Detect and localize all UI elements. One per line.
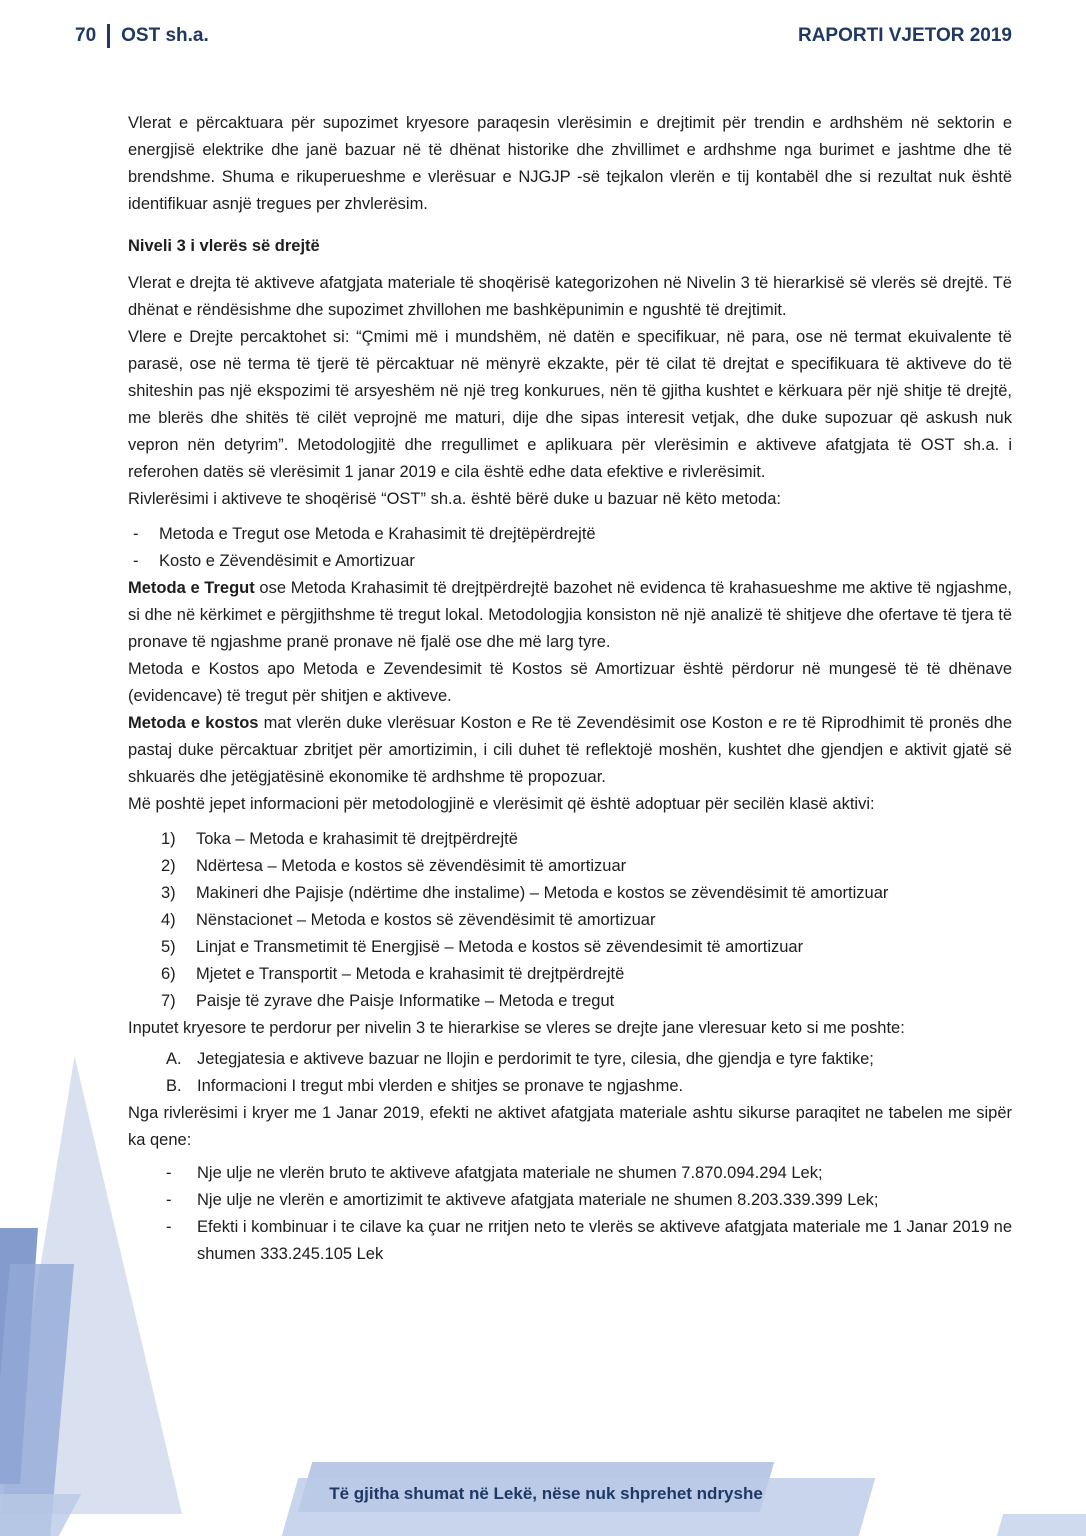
footer-note: Të gjitha shumat në Lekë, nëse nuk shprehet ndryshe (329, 1484, 763, 1503)
inputs-list (128, 1046, 1012, 1100)
page-header (75, 24, 1012, 48)
list-item (128, 826, 1012, 853)
list-item (128, 934, 1012, 961)
list-item-text: Paisje të zyrave dhe Paisje Informatike – Metoda e tregut (196, 992, 615, 1010)
list-item-text: Kosto e Zëvendësimit e Amortizuar (159, 552, 415, 570)
list-item-text: Nje ulje ne vlerën bruto te aktiveve afatgjata materiale ne shumen 7.870.094.294 Lek; (197, 1164, 823, 1182)
list-item (128, 907, 1012, 934)
list-marker: - (133, 552, 139, 570)
paragraph-market-method (128, 575, 1012, 656)
report-title: RAPORTI VJETOR 2019 (797, 25, 1012, 46)
list-item-text: Linjat e Transmetimit të Energjisë – Metoda e kostos së zëvendesimit të amortizuar (196, 938, 804, 956)
paragraph-effects-intro: Nga rivlerësimi i kryer me 1 Janar 2019, efekti ne aktivet afatgjata materiale ashtu sikurse paraqitet ne tabelen me sipër ka qene: (128, 1104, 1012, 1149)
list-marker: - (166, 1191, 172, 1209)
section-heading: Niveli 3 i vlerës së drejtë (128, 237, 320, 255)
page-body (128, 110, 1012, 1268)
header-left (75, 24, 209, 48)
list-item (128, 1187, 1012, 1214)
list-item (128, 1073, 1012, 1100)
list-marker: 5) (161, 938, 176, 956)
list-marker: 3) (161, 884, 176, 902)
list-marker: - (166, 1164, 172, 1182)
paragraph-key-assumptions: Vlerat e përcaktuara për supozimet kryesore paraqesin vlerësimin e drejtimit për trendin e ardhshëm në sektorin e energjisë elektrike dhe janë bazuar në të dhënat historike dhe zhvillimet e ardhshme nga burimet e jashtme dhe të brendshme. Shuma e rikuperueshme e vlerësuar e NJGJP -së tejkalon vlerën e tij kontabël dhe si rezultat nuk është identifikuar asnjë tregues per zhvlerësim. (128, 114, 1012, 213)
list-item (128, 1160, 1012, 1187)
effects-list (128, 1160, 1012, 1268)
list-item-text: Informacioni I tregut mbi vlerden e shitjes se pronave te ngjashme. (197, 1077, 684, 1095)
list-item-text: Makineri dhe Pajisje (ndërtime dhe instalime) – Metoda e kostos se zëvendësimit të amortizuar (196, 884, 889, 902)
paragraph-fair-value-definition: Vlere e Drejte percaktohet si: “Çmimi më i mundshëm, në datën e specifikuar, në para, ose në termat ekuivalente të parasë, ose në terma të tjerë të përcaktuar në mënyrë ekzakte, për të cilat të drejtat e specifikuara të aktiveve do të shiteshin pas një ekspozimi të arsyeshëm në një treg konkurues, nën të gjitha kushtet e kërkuara për një shitje të drejtë, me blerës dhe shitës të cilët veprojnë me maturi, dije dhe sipas interesit vetjak, dhe duke supozuar që askush nuk vepron nën detyrim”. Metodologjitë dhe rregullimet e aplikuara për vlerësimin e aktiveve afatgjata të OST sh.a. i referohen datës së vlerësimit 1 janar 2019 e cila është edhe data efektive e rivlerësimit. (128, 328, 1012, 481)
list-marker: B. (166, 1077, 182, 1095)
list-item-text: Nje ulje ne vlerën e amortizimit te aktiveve afatgjata materiale ne shumen 8.203.339.399 Lek; (197, 1191, 879, 1209)
header-separator (107, 24, 110, 48)
list-item (128, 880, 1012, 907)
list-item (128, 961, 1012, 988)
list-item (128, 521, 1012, 548)
decor-bottom-left-corner (0, 1494, 81, 1536)
list-marker: A. (166, 1050, 182, 1068)
paragraph-inputs-intro: Inputet kryesore te perdorur per nivelin 3 te hierarkise se vleres se drejte jane vleresuar keto si me poshte: (128, 1019, 905, 1037)
list-item-text: Efekti i kombinuar i te cilave ka çuar ne rritjen neto te vlerës se aktiveve afatgjata materiale me 1 Janar 2019 ne shumen 333.245.105 Lek (197, 1218, 1012, 1263)
company-name: OST sh.a. (121, 25, 209, 46)
list-item-text: Nënstacionet – Metoda e kostos së zëvendësimit të amortizuar (196, 911, 656, 929)
list-item (128, 1214, 1012, 1268)
list-item-text: Toka – Metoda e krahasimit të drejtpërdrejtë (196, 830, 518, 848)
list-marker: 4) (161, 911, 176, 929)
asset-classes-list (128, 826, 1012, 1015)
market-method-rest: ose Metoda Krahasimit të drejtpërdrejtë bazohet në evidenca të krahasueshme me aktive të ngjashme, si dhe në kërkimet e përgjithshme të tregut lokal. Metodologjia konsiston në një analizë të shitjeve dhe ofertave të tjera të pronave të ngjashme pranë pronave në fjalë ose dhe më larg tyre. (128, 579, 1012, 651)
list-marker: 7) (161, 992, 176, 1010)
paragraph-level3-intro: Vlerat e drejta të aktiveve afatgjata materiale të shoqërisë kategorizohen në Nivelin 3 të hierarkisë së vlerës së drejtë. Të dhënat e rëndësishme dhe supozimet zhvillohen me bashkëpunimin e ngushtë të drejtimit. (128, 274, 1012, 319)
list-marker: 1) (161, 830, 176, 848)
list-item-text: Jetegjatesia e aktiveve bazuar ne llojin e perdorimit te tyre, cilesia, dhe gjendja e tyre faktike; (197, 1050, 874, 1068)
list-item-text: Ndërtesa – Metoda e kostos së zëvendësimit të amortizuar (196, 857, 627, 875)
paragraph-revaluation-intro: Rivlerësimi i aktiveve te shoqërisë “OST” sh.a. është bërë duke u bazuar në këto metoda: (128, 490, 781, 508)
list-item-text: Mjetet e Transportit – Metoda e krahasimit të drejtpërdrejtë (196, 965, 625, 983)
paragraph-cost-method-usage: Metoda e Kostos apo Metoda e Zevendesimit të Kostos së Amortizuar është përdorur në mungesë të të dhënave (evidencave) të tregut për shitjen e aktiveve. (128, 660, 1012, 705)
list-item-text: Metoda e Tregut ose Metoda e Krahasimit të drejtëpërdrejtë (159, 525, 596, 543)
cost-method-lead: Metoda e kostos (128, 714, 259, 732)
list-marker: - (166, 1218, 172, 1236)
list-marker: 6) (161, 965, 176, 983)
list-item (128, 548, 1012, 575)
list-item (128, 1046, 1012, 1073)
list-item (128, 988, 1012, 1015)
paragraph-methodology-note: Më poshtë jepet informacioni për metodologjinë e vlerësimit që është adoptuar për secilën klasë aktivi: (128, 795, 875, 813)
market-method-lead: Metoda e Tregut (128, 579, 255, 597)
list-item (128, 853, 1012, 880)
methods-list (128, 521, 1012, 575)
decor-footer-band-right (997, 1514, 1086, 1536)
paragraph-cost-method-definition (128, 710, 1012, 791)
list-marker: - (133, 525, 139, 543)
cost-method-rest: mat vlerën duke vlerësuar Koston e Re të Zevendësimit ose Koston e re të Riprodhimit të pronës dhe pastaj duke përcaktuar zbritjet për amortizimin, i cili duhet të reflektojë moshën, kushtet dhe gjendjen e aktivit gjatë së shkuarës dhe jetëgjatësinë ekonomike të ardhshme të propozuar. (128, 714, 1013, 786)
page-number: 70 (75, 25, 97, 46)
list-marker: 2) (161, 857, 176, 875)
